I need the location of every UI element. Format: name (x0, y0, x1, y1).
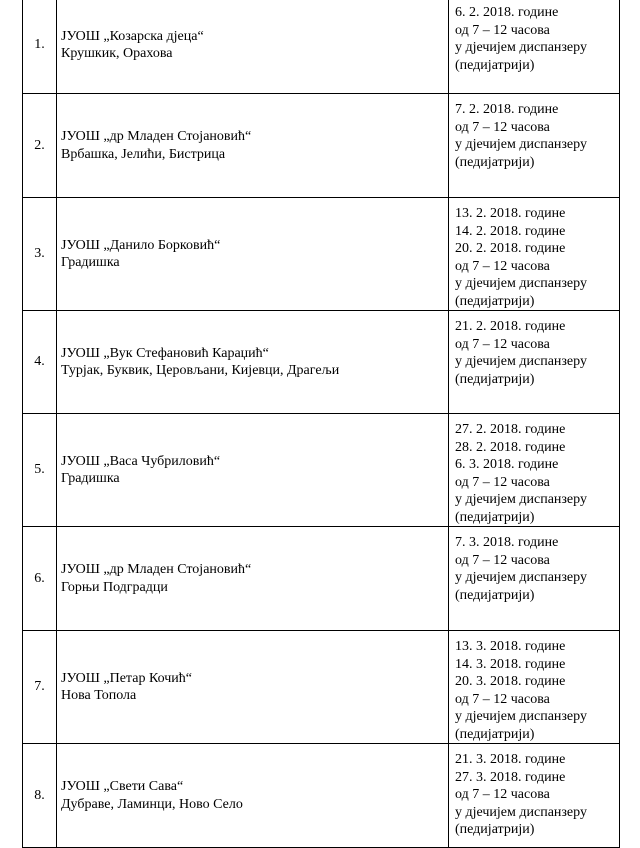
schedule-cell (449, 414, 620, 527)
school-name: ЈУОШ „Свети Сава“ (61, 779, 184, 794)
exam-date: 7. 2. 2018. године (455, 102, 559, 117)
schedule-cell (449, 198, 620, 311)
exam-date: 6. 2. 2018. године (455, 5, 559, 20)
row-number: 3. (23, 198, 57, 311)
school-cell (57, 198, 449, 311)
exam-date: 21. 2. 2018. године (455, 319, 566, 334)
schedule-cell (449, 0, 620, 94)
schedule-cell (449, 744, 620, 848)
exam-time: од 7 – 12 часова (455, 119, 550, 135)
table-row (23, 744, 620, 848)
school-places: Нова Топола (61, 688, 137, 703)
exam-date: 14. 2. 2018. године (455, 223, 566, 239)
exam-date: 27. 2. 2018. године (455, 422, 566, 437)
school-places: Дубраве, Ламинци, Ново Село (61, 796, 243, 812)
school-places: Горњи Подградци (61, 579, 168, 595)
exam-location: у дјечијем диспанзеру (455, 709, 587, 724)
school-name: ЈУОШ „Данило Борковић“ (61, 237, 221, 253)
exam-location: у дјечијем диспанзеру (455, 276, 587, 291)
table-row (23, 0, 620, 94)
exam-date: 20. 3. 2018. године (455, 674, 566, 689)
row-number: 1. (23, 0, 57, 94)
table-row (23, 527, 620, 631)
school-cell (57, 94, 449, 198)
school-cell (57, 744, 449, 848)
school-name: ЈУОШ „др Младен Стојановић“ (61, 562, 252, 577)
school-cell (57, 527, 449, 631)
exam-location: у дјечијем диспанзеру (455, 804, 587, 820)
row-number: 7. (23, 631, 57, 744)
row-number: 2. (23, 94, 57, 198)
school-cell (57, 0, 449, 94)
exam-date: 28. 2. 2018. године (455, 439, 566, 455)
exam-time: од 7 – 12 часова (455, 787, 550, 802)
school-name: ЈУОШ „Козарска дјеца“ (61, 28, 204, 44)
row-number: 6. (23, 527, 57, 631)
school-places: Турјак, Буквик, Церовљани, Кијевци, Драгељи (61, 363, 340, 378)
exam-time: од 7 – 12 часова (455, 336, 550, 352)
exam-date: 20. 2. 2018. године (455, 241, 566, 256)
exam-date: 13. 2. 2018. године (455, 206, 566, 221)
row-number: 4. (23, 311, 57, 414)
exam-date: 21. 3. 2018. године (455, 752, 566, 767)
row-number: 8. (23, 744, 57, 848)
table-row (23, 414, 620, 527)
table-row (23, 198, 620, 311)
school-places: Градишка (61, 471, 120, 486)
exam-location: (педијатрији) (455, 293, 535, 309)
school-cell (57, 311, 449, 414)
exam-time: од 7 – 12 часова (455, 22, 550, 38)
schedule-cell (449, 311, 620, 414)
exam-location: у дјечијем диспанзеру (455, 492, 587, 507)
school-cell (57, 414, 449, 527)
exam-date: 13. 3. 2018. године (455, 639, 566, 654)
school-places: Градишка (61, 255, 120, 270)
exam-location: (педијатрији) (455, 371, 535, 387)
schedule-cell (449, 94, 620, 198)
exam-date: 7. 3. 2018. године (455, 535, 559, 550)
exam-time: од 7 – 12 часова (455, 474, 550, 490)
exam-time: од 7 – 12 часова (455, 552, 550, 568)
exam-location: (педијатрији) (455, 726, 535, 742)
exam-date: 14. 3. 2018. године (455, 656, 566, 672)
exam-location: (педијатрији) (455, 509, 535, 525)
exam-location: у дјечијем диспанзеру (455, 354, 587, 369)
exam-time: од 7 – 12 часова (455, 691, 550, 707)
exam-location: (педијатрији) (455, 822, 535, 837)
exam-date: 6. 3. 2018. године (455, 457, 559, 472)
exam-location: у дјечијем диспанзеру (455, 40, 587, 55)
school-name: ЈУОШ „Петар Кочић“ (61, 670, 192, 686)
school-cell (57, 631, 449, 744)
exam-location: (педијатрији) (455, 57, 535, 73)
exam-location: (педијатрији) (455, 587, 535, 603)
school-name: ЈУОШ „др Младен Стојановић“ (61, 129, 252, 144)
exam-date: 27. 3. 2018. године (455, 769, 566, 785)
school-places: Врбашка, Јелићи, Бистрица (61, 146, 226, 162)
school-name: ЈУОШ „Васа Чубриловић“ (61, 453, 221, 469)
exam-location: у дјечијем диспанзеру (455, 570, 587, 585)
table-row (23, 311, 620, 414)
school-places: Крушкик, Орахова (61, 46, 173, 61)
exam-location: у дјечијем диспанзеру (455, 137, 587, 152)
vaccination-schedule-table (22, 0, 620, 848)
schedule-body (23, 0, 620, 848)
schedule-cell (449, 631, 620, 744)
table-row (23, 94, 620, 198)
schedule-cell (449, 527, 620, 631)
school-name: ЈУОШ „Вук Стефановић Караџић“ (61, 345, 269, 361)
exam-location: (педијатрији) (455, 154, 535, 170)
table-row (23, 631, 620, 744)
exam-time: од 7 – 12 часова (455, 258, 550, 274)
row-number: 5. (23, 414, 57, 527)
